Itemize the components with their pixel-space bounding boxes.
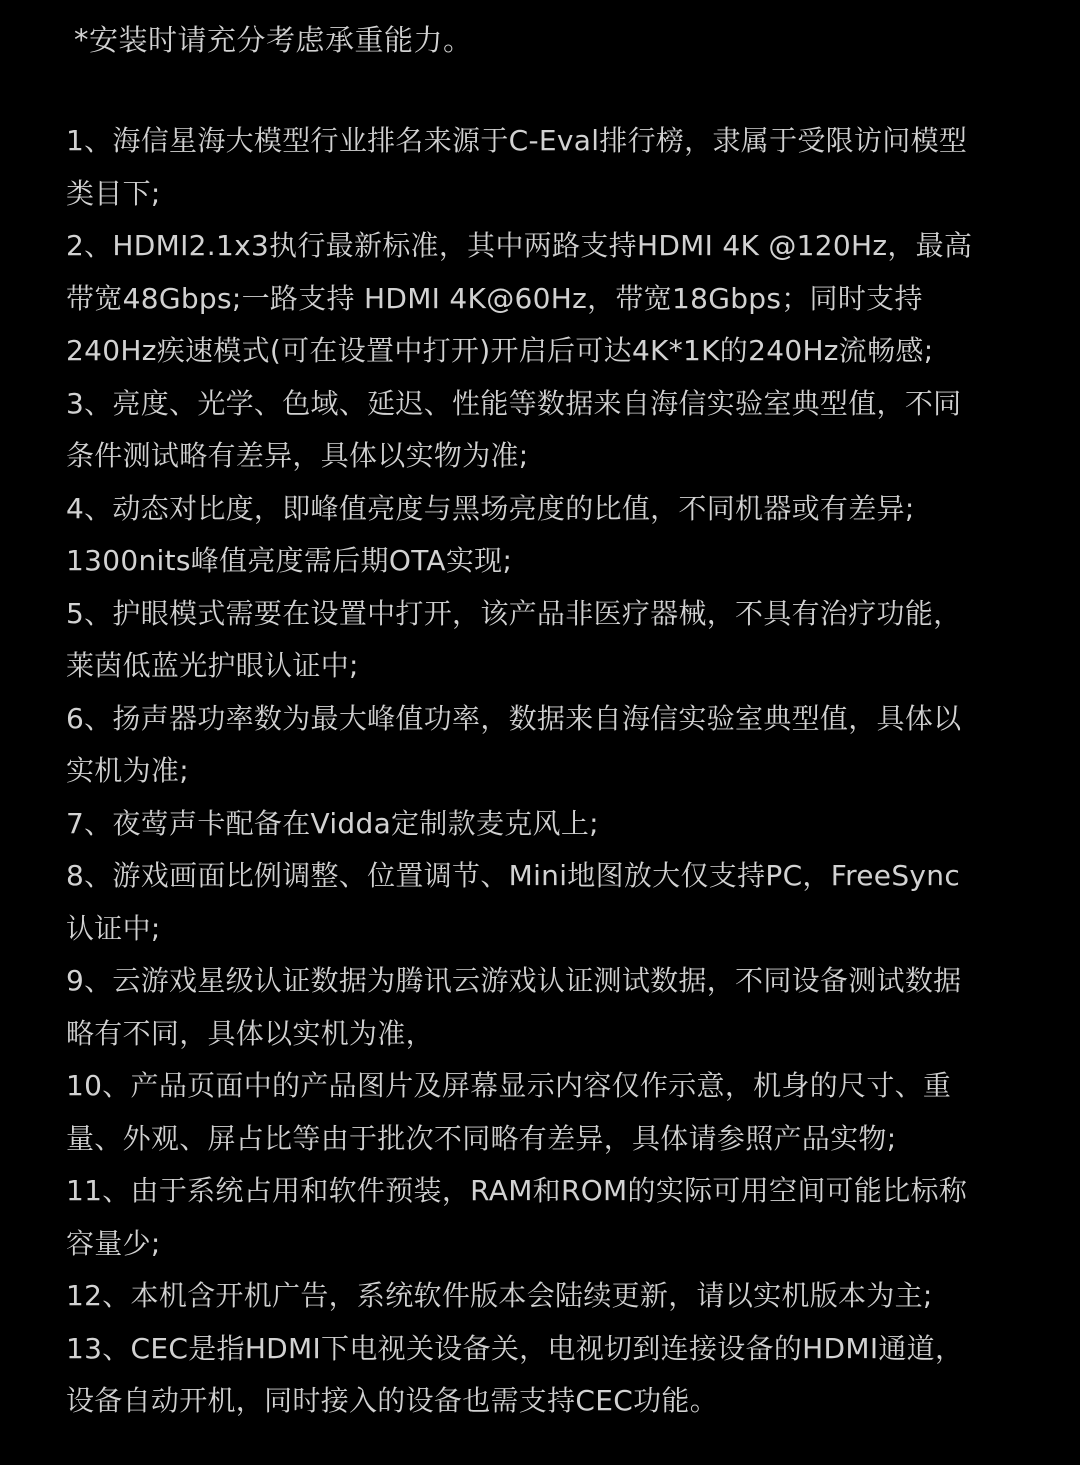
disclaimer-notes-list bbox=[66, 115, 1026, 1428]
disclaimer-note-line: 带宽48Gbps;一路支持 HDMI 4K@60Hz，带宽18Gbps；同时支持 bbox=[66, 281, 923, 315]
disclaimer-note-line: 设备自动开机，同时接入的设备也需支持CEC功能。 bbox=[66, 1384, 718, 1417]
disclaimer-note-line: 2、HDMI2.1x3执行最新标准，其中两路支持HDMI 4K @120Hz，最高 bbox=[66, 229, 973, 262]
disclaimer-note-item bbox=[66, 955, 1026, 1060]
disclaimer-note-line: 11、由于系统占用和软件预装，RAM和ROM的实际可用空间可能比标称 bbox=[66, 1174, 968, 1207]
disclaimer-note-line: 3、亮度、光学、色域、延迟、性能等数据来自海信实验室典型值，不同 bbox=[66, 386, 962, 420]
disclaimer-note-line: 实机为准; bbox=[66, 754, 189, 787]
disclaimer-note-item bbox=[66, 1165, 1026, 1270]
disclaimer-note-item bbox=[66, 693, 1026, 798]
disclaimer-note-item bbox=[66, 588, 1026, 693]
disclaimer-note-item bbox=[66, 378, 1026, 483]
disclaimer-note-line: 1、海信星海大模型行业排名来源于C-Eval排行榜，隶属于受限访问模型 bbox=[66, 124, 968, 157]
disclaimer-note-item bbox=[66, 115, 1026, 220]
disclaimer-note-line: 量、外观、屏占比等由于批次不同略有差异，具体请参照产品实物; bbox=[66, 1121, 897, 1155]
disclaimer-note-item bbox=[66, 1323, 1026, 1428]
disclaimer-note-line: 5、护眼模式需要在设置中打开，该产品非医疗器械，不具有治疗功能， bbox=[66, 596, 962, 630]
disclaimer-note-item bbox=[66, 220, 1026, 378]
disclaimer-note-item bbox=[66, 1270, 1026, 1323]
disclaimer-note-line: 类目下; bbox=[66, 176, 161, 210]
disclaimer-note-line: 7、夜莺声卡配备在Vidda定制款麦克风上; bbox=[66, 806, 599, 840]
disclaimer-note-line: 容量少; bbox=[66, 1226, 161, 1260]
disclaimer-note-line: 认证中; bbox=[66, 911, 161, 945]
disclaimer-note-item bbox=[66, 483, 1026, 588]
disclaimer-note-item bbox=[66, 798, 1026, 851]
disclaimer-note-line: 莱茵低蓝光护眼认证中; bbox=[66, 649, 359, 682]
disclaimer-note-item bbox=[66, 850, 1026, 955]
disclaimer-note-line: 8、游戏画面比例调整、位置调节、Mini地图放大仅支持PC，FreeSync bbox=[66, 859, 961, 892]
disclaimer-note-line: 12、本机含开机广告，系统软件版本会陆续更新，请以实机版本为主; bbox=[66, 1279, 933, 1312]
disclaimer-note-line: 9、云游戏星级认证数据为腾讯云游戏认证测试数据，不同设备测试数据 bbox=[66, 964, 962, 997]
disclaimer-note-line: 240Hz疾速模式(可在设置中打开)开启后可达4K*1K的240Hz流畅感; bbox=[66, 334, 934, 367]
disclaimer-note-line: 10、产品页面中的产品图片及屏幕显示内容仅作示意，机身的尺寸、重 bbox=[66, 1069, 952, 1102]
disclaimer-note-line: 1300nits峰值亮度需后期OTA实现; bbox=[66, 544, 513, 577]
disclaimer-note-line: 略有不同，具体以实机为准， bbox=[66, 1016, 434, 1050]
disclaimer-note-line: 条件测试略有差异，具体以实物为准; bbox=[66, 439, 529, 472]
disclaimer-note-line: 4、动态对比度，即峰值亮度与黑场亮度的比值，不同机器或有差异; bbox=[66, 491, 915, 525]
install-load-note: *安装时请充分考虑承重能力。 bbox=[74, 23, 473, 57]
disclaimer-note-line: 13、CEC是指HDMI下电视关设备关，电视切到连接设备的HDMI通道， bbox=[66, 1331, 964, 1365]
disclaimer-note-line: 6、扬声器功率数为最大峰值功率，数据来自海信实验室典型值，具体以 bbox=[66, 701, 962, 735]
disclaimer-note-item bbox=[66, 1060, 1026, 1165]
